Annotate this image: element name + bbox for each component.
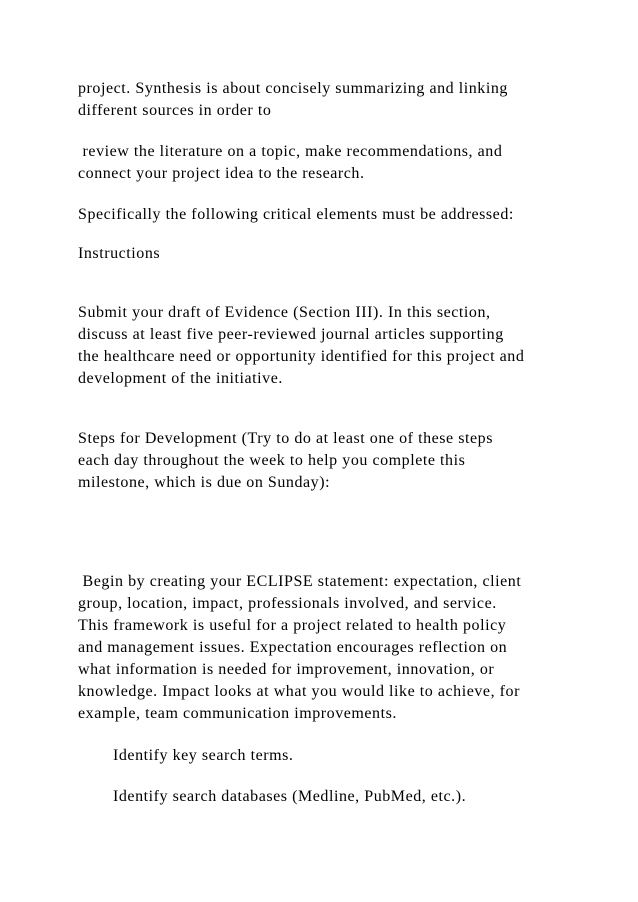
text-line: Steps for Development (Try to do at least one of these steps	[78, 430, 494, 447]
text-line: Specifically the following critical elements must be addressed:	[78, 206, 514, 223]
text-line: review the literature on a topic, make recommendations, and	[78, 143, 503, 160]
text-line: Begin by creating your ECLIPSE statement: expectation, client	[78, 573, 522, 590]
text-line: different sources in order to	[78, 102, 272, 119]
text-line: example, team communication improvements.	[78, 705, 397, 722]
step-item: Identify key search terms.	[113, 747, 294, 764]
text-line: Submit your draft of Evidence (Section III). In this section,	[78, 304, 491, 321]
text-line: development of the initiative.	[78, 370, 283, 387]
text-line: knowledge. Impact looks at what you would like to achieve, for	[78, 683, 520, 700]
text-line: connect your project idea to the research.	[78, 165, 365, 182]
text-line: discuss at least five peer-reviewed journal articles supporting	[78, 326, 504, 343]
section-heading: Instructions	[78, 245, 161, 262]
text-line: This framework is useful for a project related to health policy	[78, 617, 507, 634]
text-line: the healthcare need or opportunity identified for this project and	[78, 348, 525, 365]
text-line: milestone, which is due on Sunday):	[78, 474, 331, 491]
text-line: group, location, impact, professionals involved, and service.	[78, 595, 497, 612]
text-line: project. Synthesis is about concisely summarizing and linking	[78, 80, 508, 97]
step-item: Identify search databases (Medline, PubMed, etc.).	[113, 788, 467, 805]
text-line: what information is needed for improvement, innovation, or	[78, 661, 495, 678]
text-line: and management issues. Expectation encourages reflection on	[78, 639, 508, 656]
text-line: each day throughout the week to help you complete this	[78, 452, 466, 469]
